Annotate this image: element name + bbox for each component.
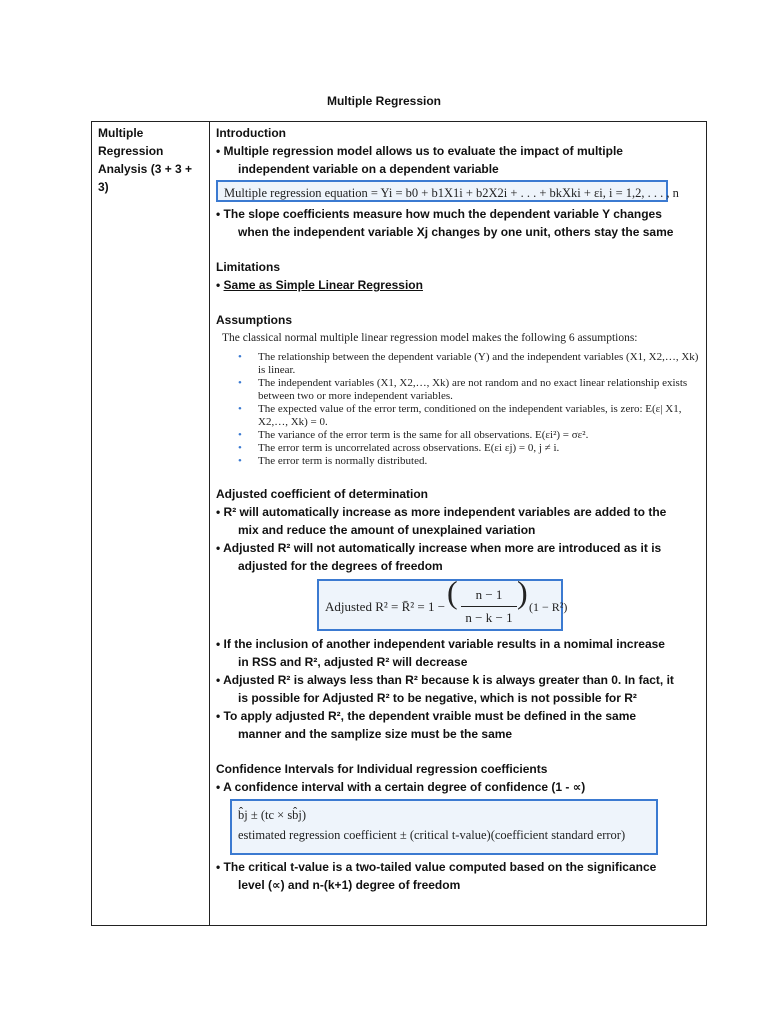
page-title: Multiple Regression [326, 94, 442, 108]
confidence-interval-box [230, 799, 658, 855]
adjusted-bullet-line: • To apply adjusted R², the dependent vraible must be defined in the same [216, 709, 637, 723]
topic-line: Multiple [98, 126, 144, 140]
ci-formula-line: b̂j ± (tc × sb̂j) [238, 808, 307, 822]
confidence-bullet-line: • A confidence interval with a certain degree of confidence (1 - ∝) [216, 780, 586, 794]
adjusted-heading: Adjusted coefficient of determination [216, 487, 429, 501]
limitations-heading: Limitations [216, 260, 281, 274]
formula-denominator: n − k − 1 [465, 610, 513, 625]
confidence-bullet-line: level (∝) and n-(k+1) degree of freedom [238, 878, 461, 892]
assumption-item: • The relationship between the dependent variable (Y) and the independent variables (X1, X2,…, Xk) is linear. [238, 351, 702, 377]
ci-formula-description: estimated regression coefficient ± (critical t-value)(coefficient standard error) [238, 828, 626, 842]
content-table [91, 121, 707, 926]
topic-line: Regression [98, 144, 164, 158]
adjusted-bullet-line: • Adjusted R² will not automatically increase when more are introduced as it is [216, 541, 662, 555]
limitations-bullet: • Same as Simple Linear Regression [216, 278, 423, 292]
content-cell [216, 124, 702, 894]
assumption-item: • The variance of the error term is the same for all observations. E(εi²) = σε². [238, 429, 702, 442]
regression-equation-box: Multiple regression equation = Yi = b0 + b1X1i + b2X2i + . . . + bkXki + εi, i = 1,2, . . . , n [216, 180, 668, 202]
fraction-bar [461, 606, 517, 607]
assumptions-list [238, 351, 702, 468]
confidence-bullet-line: • The critical t-value is a two-tailed value computed based on the significance [216, 860, 657, 874]
adjusted-bullet-line: in RSS and R², adjusted R² will decrease [238, 655, 468, 669]
topic-cell [98, 124, 206, 196]
limitations-text: Same as Simple Linear Regression [223, 278, 423, 292]
assumptions-intro: The classical normal multiple linear regression model makes the following 6 assumptions: [222, 332, 638, 344]
adjusted-bullet-line: mix and reduce the amount of unexplained variation [238, 523, 536, 537]
intro-bullet-line: independent variable on a dependent variable [238, 162, 499, 176]
adjusted-bullet-line: adjusted for the degrees of freedom [238, 559, 443, 573]
topic-line: Analysis (3 + 3 + 3) [98, 162, 193, 194]
assumption-item: • The independent variables (X1, X2,…, Xk) are not random and no exact linear relationship exists between two or more independent variables. [238, 377, 702, 403]
introduction-heading: Introduction [216, 126, 286, 140]
left-paren: ( [447, 574, 458, 610]
adjusted-bullet-line: • R² will automatically increase as more independent variables are added to the [216, 505, 667, 519]
confidence-heading: Confidence Intervals for Individual regression coefficients [216, 762, 548, 776]
adjusted-bullet-line: manner and the samplize size must be the same [238, 727, 513, 741]
intro-bullet-line: when the independent variable Xj changes by one unit, others stay the same [238, 225, 674, 239]
adjusted-bullet-line: • If the inclusion of another independent variable results in a nomimal increase [216, 637, 665, 651]
assumption-item: • The error term is uncorrelated across observations. E(εi εj) = 0, j ≠ i. [238, 442, 702, 455]
adjusted-bullet-line: is possible for Adjusted R² to be negative, which is not possible for R² [238, 691, 637, 705]
formula-tail: (1 − R²) [529, 600, 568, 614]
formula-label: Adjusted R² = R̄² = 1 − [325, 599, 446, 614]
intro-bullet-line: • Multiple regression model allows us to evaluate the impact of multiple [216, 144, 623, 158]
adjusted-r2-formula-box [317, 574, 568, 631]
assumptions-heading: Assumptions [216, 313, 293, 327]
column-divider [209, 122, 210, 925]
assumption-item: • The expected value of the error term, conditioned on the independent variables, is zero: E(ε| X1, X2,…, Xk) = 0. [238, 403, 702, 429]
adjusted-bullet-line: • Adjusted R² is always less than R² because k is always greater than 0. In fact, it [216, 673, 674, 687]
formula-numerator: n − 1 [475, 587, 503, 602]
assumption-item: • The error term is normally distributed. [238, 455, 702, 468]
right-paren: ) [517, 574, 528, 610]
intro-bullet-line: • The slope coefficients measure how much the dependent variable Y changes [216, 207, 662, 221]
